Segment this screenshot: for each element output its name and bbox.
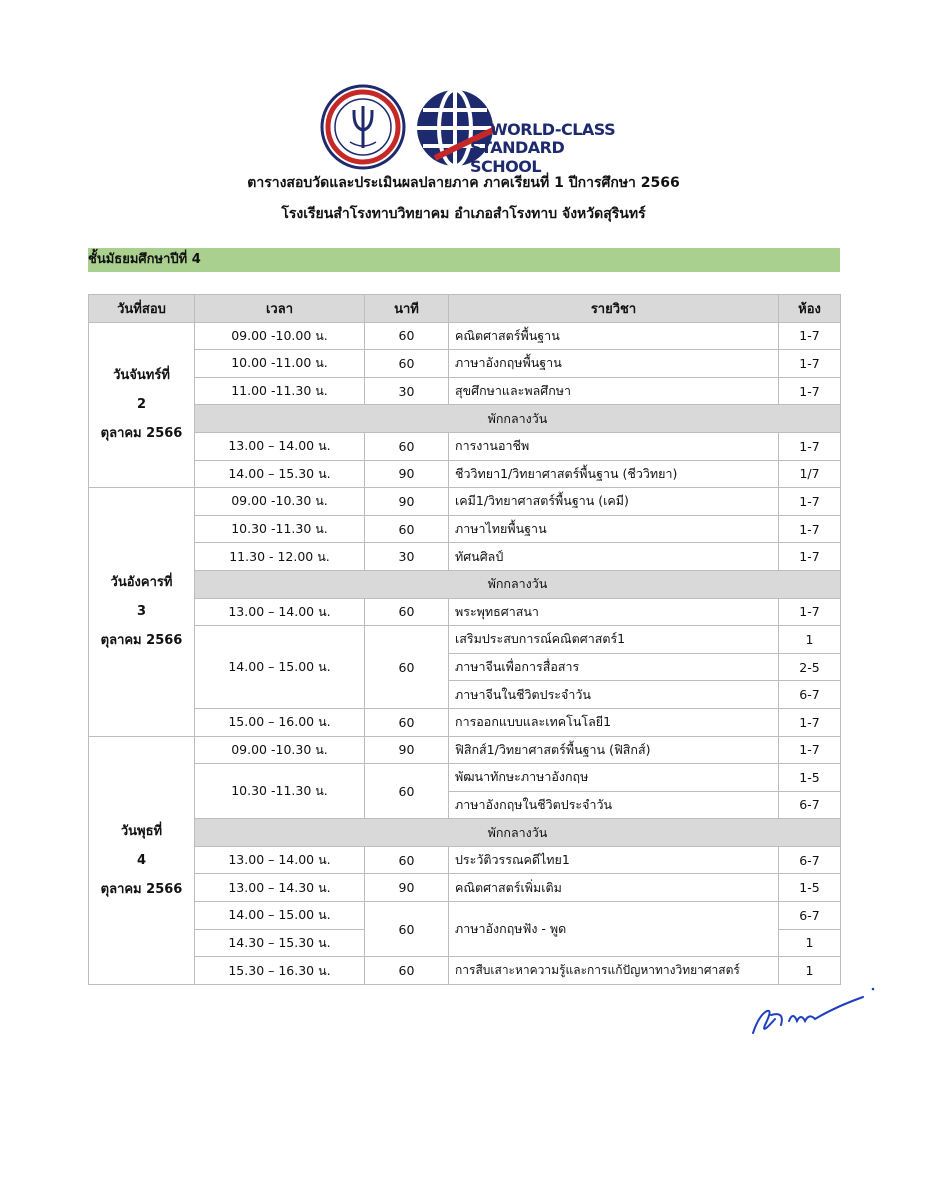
brand-wordmark [470, 108, 630, 176]
table-row: ภาษาอังกฤษในชีวิตประจำวัน 6-7 [89, 791, 841, 819]
day-cell-tuesday: วันอังคารที่ 3 ตุลาคม 2566 [89, 488, 195, 736]
table-row: 14.00 – 15.00 น. 60 เสริมประสบการณ์คณิตศาสตร์1 1 [89, 626, 841, 654]
col-room: ห้อง [779, 295, 841, 323]
table-row: วันจันทร์ที่ 2 ตุลาคม 2566 09.00 -10.00 น. 60 คณิตศาสตร์พื้นฐาน 1-7 [89, 322, 841, 350]
header-logos [320, 80, 630, 176]
table-row: 11.30 - 12.00 น. 30 ทัศนศิลป์ 1-7 [89, 543, 841, 571]
col-day: วันที่สอบ [89, 295, 195, 323]
table-row: 14.30 – 15.30 น. 1 [89, 929, 841, 957]
exam-schedule-table [88, 294, 841, 985]
page-subtitle: โรงเรียนสำโรงทาบวิทยาคม อำเภอสำโรงทาบ จังหวัดสุรินทร์ [281, 206, 646, 222]
school-seal-icon [320, 84, 406, 170]
day-cell-wednesday: วันพุธที่ 4 ตุลาคม 2566 [89, 736, 195, 984]
signature-icon [745, 985, 875, 1040]
table-row: วันพุธที่ 4 ตุลาคม 2566 09.00 -10.30 น. 90 ฟิสิกส์1/วิทยาศาสตร์พื้นฐาน (ฟิสิกส์) 1-7 [89, 736, 841, 764]
table-row: 10.00 -11.00 น. 60 ภาษาอังกฤษพื้นฐาน 1-7 [89, 350, 841, 378]
brand-line-1: WORLD-CLASS [490, 120, 616, 139]
grade-band: ชั้นมัธยมศึกษาปีที่ 4 [88, 248, 840, 272]
table-row: 13.00 – 14.00 น. 60 การงานอาชีพ 1-7 [89, 432, 841, 460]
brand-line-2: STANDARD SCHOOL [470, 138, 565, 176]
table-row: 10.30 -11.30 น. 60 พัฒนาทักษะภาษาอังกฤษ 1-5 [89, 764, 841, 792]
table-row: 13.00 – 14.00 น. 60 ประวัติวรรณคดีไทย1 6-7 [89, 846, 841, 874]
table-row: ภาษาจีนในชีวิตประจำวัน 6-7 [89, 681, 841, 709]
page-title: ตารางสอบวัดและประเมินผลปลายภาค ภาคเรียนที่ 1 ปีการศึกษา 2566 [247, 175, 680, 191]
col-minutes: นาที [365, 295, 449, 323]
day-cell-monday: วันจันทร์ที่ 2 ตุลาคม 2566 [89, 322, 195, 488]
table-row: 13.00 – 14.00 น. 60 พระพุทธศาสนา 1-7 [89, 598, 841, 626]
table-row: 14.00 – 15.30 น. 90 ชีววิทยา1/วิทยาศาสตร์พื้นฐาน (ชีววิทยา) 1/7 [89, 460, 841, 488]
lunch-row: พักกลางวัน [89, 819, 841, 847]
table-row: 11.00 -11.30 น. 30 สุขศึกษาและพลศึกษา 1-7 [89, 377, 841, 405]
table-row: 14.00 – 15.00 น. 60 ภาษาอังกฤษฟัง - พูด 6-7 [89, 902, 841, 930]
col-time: เวลา [195, 295, 365, 323]
table-row: 10.30 -11.30 น. 60 ภาษาไทยพื้นฐาน 1-7 [89, 515, 841, 543]
table-row: 15.00 – 16.00 น. 60 การออกแบบและเทคโนโลยี1 1-7 [89, 708, 841, 736]
table-row: วันอังคารที่ 3 ตุลาคม 2566 09.00 -10.30 น. 90 เคมี1/วิทยาศาสตร์พื้นฐาน (เคมี) 1-7 [89, 488, 841, 516]
col-subject: รายวิชา [449, 295, 779, 323]
table-header-row [89, 295, 841, 323]
lunch-row: พักกลางวัน [89, 570, 841, 598]
table-row: 13.00 – 14.30 น. 90 คณิตศาสตร์เพิ่มเติม 1-5 [89, 874, 841, 902]
table-row: 15.30 – 16.30 น. 60 การสืบเสาะหาความรู้และการแก้ปัญหาทางวิทยาศาสตร์ 1 [89, 957, 841, 985]
lunch-row: พักกลางวัน [89, 405, 841, 433]
table-row: ภาษาจีนเพื่อการสื่อสาร 2-5 [89, 653, 841, 681]
